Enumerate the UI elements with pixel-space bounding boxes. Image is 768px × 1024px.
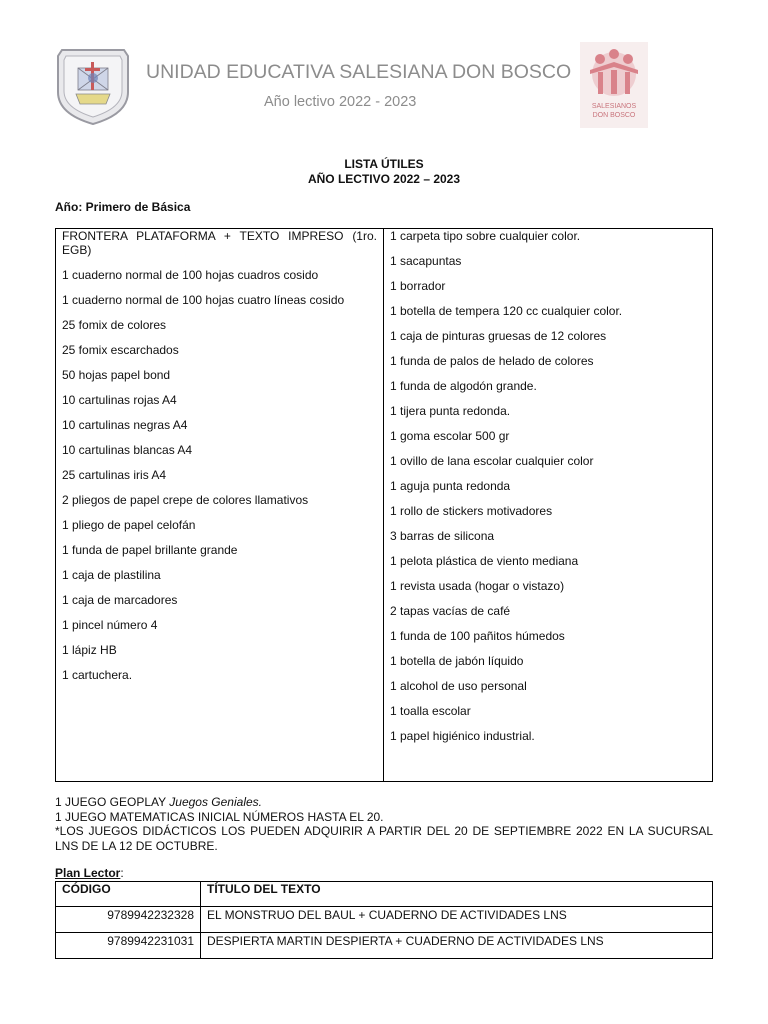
book-code: 9789942232328 <box>56 907 201 933</box>
notes-section <box>55 795 713 853</box>
supply-item: 1 ovillo de lana escolar cualquier color <box>390 454 594 468</box>
supply-item: 1 carpeta tipo sobre cualquier color. <box>390 229 581 243</box>
supply-item: 2 pliegos de papel crepe de colores llamativos <box>62 493 309 507</box>
supply-item: 1 caja de pinturas gruesas de 12 colores <box>390 329 607 343</box>
school-name: UNIDAD EDUCATIVA SALESIANA DON BOSCO <box>146 61 572 83</box>
supply-item: 1 revista usada (hogar o vistazo) <box>390 579 565 593</box>
supply-item: 1 toalla escolar <box>390 704 471 718</box>
supply-item: 1 pincel número 4 <box>62 618 158 632</box>
table-row <box>56 907 713 933</box>
supply-item: 25 fomix escarchados <box>62 343 179 357</box>
supply-item: 25 fomix de colores <box>62 318 167 332</box>
supply-item: 1 botella de tempera 120 cc cualquier color. <box>390 304 623 318</box>
supplies-right-column <box>384 229 712 781</box>
supply-item: 1 caja de plastilina <box>62 568 161 582</box>
supply-item: 1 funda de papel brillante grande <box>62 543 238 557</box>
svg-text:DON BOSCO: DON BOSCO <box>592 112 636 119</box>
note-geoplay: 1 JUEGO GEOPLAY Juegos Geniales. <box>55 795 262 809</box>
supply-item: 1 borrador <box>390 279 446 293</box>
svg-text:SALESIANOS: SALESIANOS <box>591 103 637 110</box>
supply-item: 10 cartulinas rojas A4 <box>62 393 177 407</box>
document-subtitle: AÑO LECTIVO 2022 – 2023 <box>307 172 461 186</box>
supply-item: 1 goma escolar 500 gr <box>390 429 510 443</box>
table-row <box>56 933 713 959</box>
document-title: LISTA ÚTILES <box>344 157 424 171</box>
supply-item: 1 alcohol de uso personal <box>390 679 527 693</box>
supply-item: 1 pliego de papel celofán <box>62 518 196 532</box>
supply-item: 1 rollo de stickers motivadores <box>390 504 553 518</box>
supply-item: 1 cuaderno normal de 100 hojas cuadros cosido <box>62 268 319 282</box>
supply-item: 1 cartuchera. <box>62 668 133 682</box>
supply-item: 50 hojas papel bond <box>62 368 171 382</box>
supplies-table <box>55 228 713 782</box>
note-purchase-info: *LOS JUEGOS DIDÁCTICOS LOS PUEDEN ADQUIRIR A PARTIR DEL 20 DE SEPTIEMBRE 2022 EN LA SUCURSAL LNS DE LA 12 DE OCTUBRE. <box>55 824 713 853</box>
supply-item: 1 cuaderno normal de 100 hojas cuatro líneas cosido <box>62 293 345 307</box>
supply-item: 1 funda de algodón grande. <box>390 379 537 393</box>
school-year: Año lectivo 2022 - 2023 <box>264 94 417 110</box>
supply-item: 1 funda de palos de helado de colores <box>390 354 594 368</box>
supply-item: 2 tapas vacías de café <box>390 604 511 618</box>
supply-item: 3 barras de silicona <box>390 529 495 543</box>
column-header-title: TÍTULO DEL TEXTO <box>201 882 713 907</box>
supplies-left-column <box>56 229 384 781</box>
supply-item: 10 cartulinas negras A4 <box>62 418 188 432</box>
school-crest-logo <box>54 44 132 126</box>
column-header-code: CÓDIGO <box>56 882 201 907</box>
supply-item: 25 cartulinas iris A4 <box>62 468 167 482</box>
supply-item: 1 lápiz HB <box>62 643 117 657</box>
plan-lector-header-row <box>56 882 713 907</box>
supply-item: 1 botella de jabón líquido <box>390 654 524 668</box>
supply-item: 1 papel higiénico industrial. <box>390 729 535 743</box>
supply-item: 10 cartulinas blancas A4 <box>62 443 193 457</box>
note-math-game: 1 JUEGO MATEMATICAS INICIAL NÚMEROS HASTA EL 20. <box>55 809 384 824</box>
supply-item: 1 caja de marcadores <box>62 593 178 607</box>
supply-item: 1 pelota plástica de viento mediana <box>390 554 579 568</box>
supply-item: 1 aguja punta redonda <box>390 479 511 493</box>
supply-item: 1 tijera punta redonda. <box>390 404 511 418</box>
supply-item: FRONTERA PLATAFORMA + TEXTO IMPRESO (1ro. EGB) <box>62 229 377 257</box>
plan-lector-table <box>55 881 713 959</box>
book-title: DESPIERTA MARTIN DESPIERTA + CUADERNO DE ACTIVIDADES LNS <box>201 933 713 959</box>
book-code: 9789942231031 <box>56 933 201 959</box>
salesianos-logo <box>580 42 648 128</box>
grade-label: Año: Primero de Básica <box>55 200 191 214</box>
supply-item: 1 sacapuntas <box>390 254 462 268</box>
book-title: EL MONSTRUO DEL BAUL + CUADERNO DE ACTIVIDADES LNS <box>201 907 713 933</box>
supply-item: 1 funda de 100 pañitos húmedos <box>390 629 565 643</box>
plan-lector-label: Plan Lector: <box>55 866 124 880</box>
